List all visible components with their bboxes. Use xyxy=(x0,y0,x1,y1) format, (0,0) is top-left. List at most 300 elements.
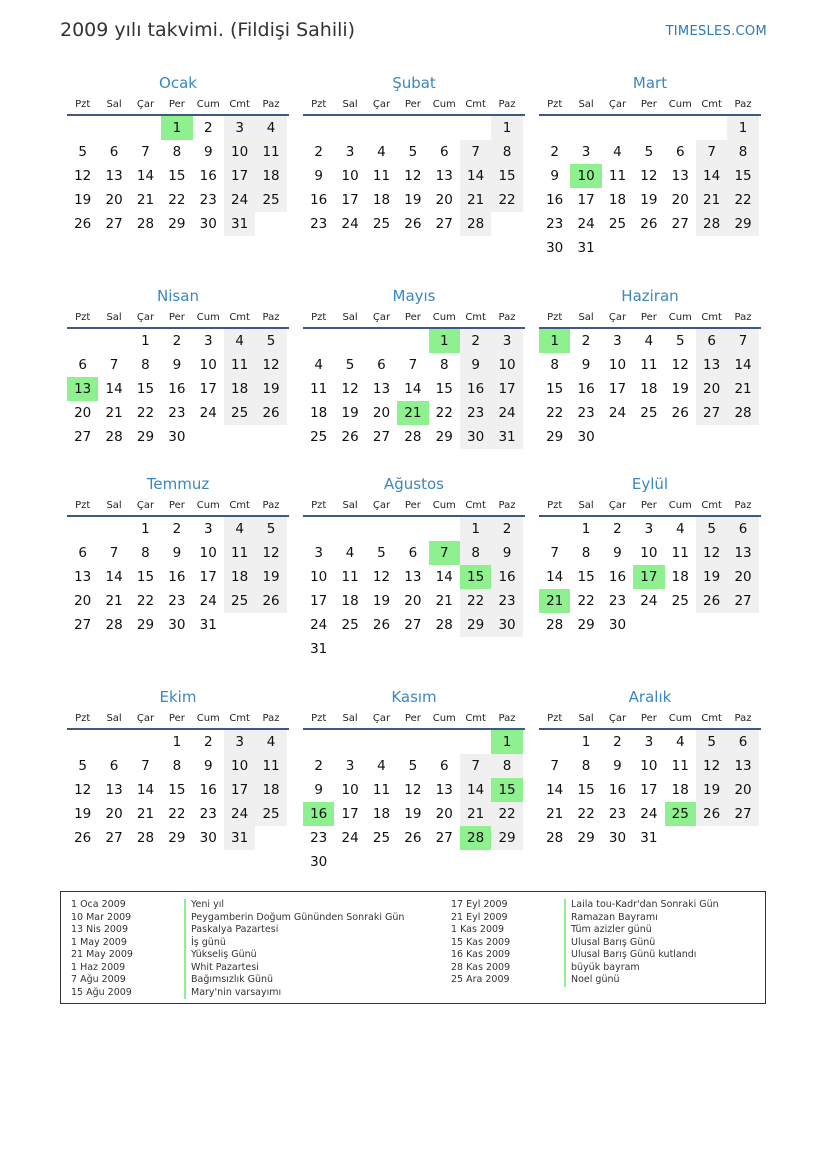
day-cell: 21 xyxy=(136,192,155,208)
empty-cell xyxy=(696,425,727,449)
day-cell: 24 xyxy=(199,405,217,421)
holiday-name: Yükseliş Günü xyxy=(184,949,257,962)
empty-cell xyxy=(665,116,696,140)
day-cell: 23 xyxy=(168,405,186,421)
day-cell: 17 xyxy=(577,192,595,208)
weekday-label: Cmt xyxy=(701,713,722,724)
day-cell: 12 xyxy=(372,569,391,585)
empty-cell xyxy=(98,116,129,140)
day-cell: 28 xyxy=(136,216,155,232)
day-cell: 9 xyxy=(203,758,213,774)
day-cell: 27 xyxy=(404,617,422,633)
day-cell: 12 xyxy=(640,168,658,184)
day-cell: 8 xyxy=(491,140,522,164)
empty-cell xyxy=(429,517,460,541)
empty-cell xyxy=(633,116,664,140)
weekday-label: Sal xyxy=(106,500,122,511)
day-cell: 28 xyxy=(404,429,422,445)
day-cell: 23 xyxy=(608,593,627,609)
weekday-label: Çar xyxy=(136,312,155,323)
day-cell: 22 xyxy=(168,806,186,822)
empty-cell xyxy=(255,826,286,850)
legend-row xyxy=(451,974,719,987)
legend-row xyxy=(71,899,404,912)
day-cell: 22 xyxy=(136,405,155,421)
day-grid xyxy=(303,730,525,874)
day-cell: 2 xyxy=(172,333,182,349)
day-cell: 7 xyxy=(429,541,460,565)
empty-cell xyxy=(98,517,129,541)
day-cell: 1 xyxy=(727,116,758,140)
day-cell: 28 xyxy=(727,401,758,425)
weekday-label: Per xyxy=(640,99,657,110)
day-cell: 15 xyxy=(727,164,758,188)
day-cell: 31 xyxy=(310,641,328,657)
empty-cell xyxy=(633,236,664,260)
day-cell: 16 xyxy=(168,569,186,585)
weekday-label: Çar xyxy=(372,99,391,110)
day-cell: 2 xyxy=(203,120,213,136)
day-cell: 14 xyxy=(105,569,123,585)
day-cell: 9 xyxy=(203,144,213,160)
day-cell: 6 xyxy=(408,545,418,561)
empty-cell xyxy=(193,425,224,449)
holiday-name: İş günü xyxy=(184,937,226,950)
day-cell: 26 xyxy=(404,216,422,232)
weekday-header xyxy=(303,708,525,730)
day-cell: 13 xyxy=(372,381,391,397)
day-cell: 13 xyxy=(727,754,758,778)
weekday-label: Paz xyxy=(262,713,280,724)
day-cell: 12 xyxy=(74,782,92,798)
day-cell: 12 xyxy=(404,782,422,798)
weekday-label: Sal xyxy=(342,312,358,323)
day-cell: 4 xyxy=(314,357,323,373)
day-cell: 19 xyxy=(671,381,689,397)
day-cell: 30 xyxy=(168,617,186,633)
month-1 xyxy=(67,72,289,236)
day-cell: 20 xyxy=(404,593,422,609)
empty-cell xyxy=(224,613,255,637)
day-cell: 8 xyxy=(550,357,559,373)
empty-cell xyxy=(366,329,397,353)
legend-column xyxy=(71,899,404,999)
weekday-label: Per xyxy=(168,713,185,724)
weekday-label: Per xyxy=(640,500,657,511)
month-5 xyxy=(303,285,525,449)
day-cell: 6 xyxy=(727,517,758,541)
day-cell: 13 xyxy=(404,569,422,585)
day-cell: 25 xyxy=(608,216,627,232)
day-cell: 6 xyxy=(675,144,685,160)
day-cell: 19 xyxy=(404,806,422,822)
empty-cell xyxy=(539,730,570,754)
day-cell: 25 xyxy=(224,589,255,613)
day-cell: 25 xyxy=(372,830,391,846)
brand-link[interactable]: TIMESLES.COM xyxy=(665,24,767,39)
day-cell: 23 xyxy=(546,216,564,232)
day-cell: 3 xyxy=(203,521,213,537)
day-cell: 18 xyxy=(640,381,658,397)
day-cell: 2 xyxy=(550,144,559,160)
day-cell: 6 xyxy=(439,758,449,774)
day-cell: 17 xyxy=(310,593,328,609)
empty-cell xyxy=(696,613,727,637)
day-cell: 30 xyxy=(491,613,522,637)
day-cell: 21 xyxy=(460,188,491,212)
day-cell: 24 xyxy=(640,806,658,822)
day-grid xyxy=(539,329,761,449)
day-cell: 23 xyxy=(491,589,522,613)
day-cell: 13 xyxy=(435,168,453,184)
weekday-label: Cum xyxy=(196,500,220,511)
day-cell: 14 xyxy=(105,381,123,397)
day-cell: 16 xyxy=(608,569,627,585)
legend-row xyxy=(71,937,404,950)
weekday-label: Pzt xyxy=(75,312,91,323)
weekday-label: Cmt xyxy=(465,99,486,110)
day-cell: 18 xyxy=(372,806,391,822)
day-cell: 20 xyxy=(74,593,92,609)
day-cell: 10 xyxy=(199,545,217,561)
weekday-label: Per xyxy=(168,312,185,323)
day-cell: 11 xyxy=(224,353,255,377)
day-cell: 18 xyxy=(341,593,359,609)
day-cell: 11 xyxy=(671,758,689,774)
weekday-label: Çar xyxy=(372,500,391,511)
weekday-label: Paz xyxy=(498,500,516,511)
weekday-label: Paz xyxy=(734,99,752,110)
day-cell: 6 xyxy=(696,329,727,353)
empty-cell xyxy=(429,730,460,754)
holiday-name: Whit Pazartesi xyxy=(184,962,259,975)
empty-cell xyxy=(366,517,397,541)
day-cell: 6 xyxy=(109,144,119,160)
empty-cell xyxy=(460,850,491,874)
day-cell: 7 xyxy=(141,144,150,160)
day-cell: 26 xyxy=(404,830,422,846)
weekday-label: Pzt xyxy=(311,713,327,724)
day-cell: 21 xyxy=(136,806,155,822)
empty-cell xyxy=(366,116,397,140)
day-cell: 22 xyxy=(491,802,522,826)
weekday-label: Sal xyxy=(342,500,358,511)
day-cell: 31 xyxy=(640,830,658,846)
holiday-date: 16 Kas 2009 xyxy=(451,949,511,960)
holiday-name: Ramazan Bayramı xyxy=(564,912,658,925)
day-cell: 1 xyxy=(429,329,460,353)
day-cell: 23 xyxy=(460,401,491,425)
weekday-label: Sal xyxy=(342,99,358,110)
day-cell: 3 xyxy=(644,521,654,537)
day-cell: 2 xyxy=(613,521,622,537)
day-cell: 29 xyxy=(460,613,491,637)
day-cell: 5 xyxy=(255,517,286,541)
day-cell: 30 xyxy=(577,429,595,445)
empty-cell xyxy=(633,613,664,637)
weekday-label: Cum xyxy=(668,713,692,724)
day-cell: 15 xyxy=(136,569,155,585)
weekday-label: Pzt xyxy=(547,99,563,110)
day-cell: 5 xyxy=(377,545,386,561)
day-cell: 27 xyxy=(671,216,689,232)
month-12 xyxy=(539,686,761,850)
day-cell: 29 xyxy=(136,617,155,633)
day-cell: 21 xyxy=(105,405,123,421)
weekday-label: Cmt xyxy=(465,312,486,323)
legend-row xyxy=(71,912,404,925)
day-cell: 24 xyxy=(491,401,522,425)
legend-row xyxy=(71,949,404,962)
weekday-label: Cum xyxy=(668,312,692,323)
weekday-label: Paz xyxy=(498,312,516,323)
weekday-header xyxy=(67,94,289,116)
day-cell: 22 xyxy=(491,188,522,212)
day-cell: 27 xyxy=(372,429,391,445)
day-cell: 30 xyxy=(168,429,186,445)
weekday-label: Çar xyxy=(608,500,627,511)
day-cell: 3 xyxy=(613,333,622,349)
day-cell: 16 xyxy=(199,782,217,798)
day-cell: 3 xyxy=(345,144,355,160)
day-cell: 15 xyxy=(491,164,522,188)
day-cell: 18 xyxy=(372,192,391,208)
empty-cell xyxy=(130,730,161,754)
empty-cell xyxy=(366,730,397,754)
legend-row xyxy=(451,962,719,975)
day-cell: 25 xyxy=(372,216,391,232)
empty-cell xyxy=(429,850,460,874)
empty-cell xyxy=(665,236,696,260)
day-cell: 17 xyxy=(224,164,255,188)
day-grid xyxy=(67,730,289,850)
day-cell: 21 xyxy=(727,377,758,401)
weekday-label: Sal xyxy=(578,500,594,511)
day-cell: 27 xyxy=(74,429,92,445)
day-cell: 21 xyxy=(539,589,570,613)
day-cell: 8 xyxy=(439,357,449,373)
empty-cell xyxy=(130,116,161,140)
weekday-label: Cmt xyxy=(465,713,486,724)
weekday-header xyxy=(67,307,289,329)
day-cell: 5 xyxy=(345,357,355,373)
day-cell: 3 xyxy=(224,116,255,140)
day-cell: 18 xyxy=(224,565,255,589)
empty-cell xyxy=(460,637,491,661)
month-name: Nisan xyxy=(157,287,199,305)
weekday-label: Pzt xyxy=(311,312,327,323)
month-10 xyxy=(67,686,289,850)
empty-cell xyxy=(255,425,286,449)
empty-cell xyxy=(67,730,98,754)
weekday-label: Cum xyxy=(196,312,220,323)
day-cell: 1 xyxy=(491,730,522,754)
day-cell: 24 xyxy=(577,216,595,232)
day-cell: 13 xyxy=(105,168,123,184)
day-cell: 22 xyxy=(460,589,491,613)
day-cell: 30 xyxy=(546,240,564,256)
day-cell: 15 xyxy=(491,778,522,802)
day-cell: 22 xyxy=(136,593,155,609)
weekday-label: Cum xyxy=(432,312,456,323)
day-cell: 4 xyxy=(377,144,386,160)
empty-cell xyxy=(67,517,98,541)
day-cell: 24 xyxy=(341,216,359,232)
day-cell: 11 xyxy=(372,168,391,184)
day-cell: 19 xyxy=(74,806,92,822)
day-cell: 23 xyxy=(168,593,186,609)
day-cell: 7 xyxy=(109,357,119,373)
day-cell: 4 xyxy=(224,329,255,353)
day-cell: 12 xyxy=(696,541,727,565)
empty-cell xyxy=(366,637,397,661)
day-cell: 1 xyxy=(141,521,150,537)
day-cell: 18 xyxy=(310,405,328,421)
day-cell: 16 xyxy=(546,192,564,208)
empty-cell xyxy=(255,613,286,637)
holiday-name: Ulusal Barış Günü kutlandı xyxy=(564,949,696,962)
month-name: Şubat xyxy=(392,74,436,92)
weekday-label: Cum xyxy=(432,500,456,511)
legend-row xyxy=(451,924,719,937)
weekday-header xyxy=(303,94,525,116)
day-cell: 30 xyxy=(310,854,328,870)
day-cell: 18 xyxy=(224,377,255,401)
empty-cell xyxy=(334,329,365,353)
weekday-label: Sal xyxy=(342,713,358,724)
legend-row xyxy=(451,937,719,950)
empty-cell xyxy=(696,236,727,260)
weekday-label: Cum xyxy=(196,99,220,110)
day-cell: 7 xyxy=(550,545,559,561)
day-cell: 7 xyxy=(727,329,758,353)
day-cell: 8 xyxy=(172,144,182,160)
day-cell: 1 xyxy=(141,333,150,349)
day-cell: 14 xyxy=(136,782,155,798)
day-cell: 2 xyxy=(613,734,622,750)
holiday-date: 21 May 2009 xyxy=(71,949,133,960)
holiday-date: 17 Eyl 2009 xyxy=(451,899,508,910)
day-cell: 9 xyxy=(491,541,522,565)
day-cell: 17 xyxy=(640,782,658,798)
day-cell: 27 xyxy=(74,617,92,633)
month-4 xyxy=(67,285,289,449)
day-cell: 13 xyxy=(67,377,98,401)
empty-cell xyxy=(539,116,570,140)
day-cell: 27 xyxy=(435,830,453,846)
day-grid xyxy=(303,517,525,661)
day-cell: 14 xyxy=(435,569,453,585)
day-cell: 3 xyxy=(314,545,323,561)
day-cell: 10 xyxy=(491,353,522,377)
day-cell: 5 xyxy=(255,329,286,353)
day-cell: 26 xyxy=(341,429,359,445)
day-cell: 19 xyxy=(640,192,658,208)
day-cell: 21 xyxy=(546,806,564,822)
day-cell: 27 xyxy=(105,830,123,846)
weekday-label: Cum xyxy=(196,713,220,724)
day-cell: 28 xyxy=(105,617,123,633)
day-cell: 29 xyxy=(577,830,595,846)
month-name: Temmuz xyxy=(146,475,210,493)
day-cell: 15 xyxy=(136,381,155,397)
empty-cell xyxy=(255,212,286,236)
holiday-legend xyxy=(60,891,766,1004)
weekday-label: Çar xyxy=(372,312,391,323)
weekday-label: Cum xyxy=(432,99,456,110)
empty-cell xyxy=(397,730,428,754)
weekday-header xyxy=(303,307,525,329)
day-cell: 17 xyxy=(491,377,522,401)
empty-cell xyxy=(334,116,365,140)
day-cell: 9 xyxy=(172,545,182,561)
weekday-label: Sal xyxy=(578,312,594,323)
empty-cell xyxy=(665,425,696,449)
day-cell: 20 xyxy=(727,778,758,802)
day-cell: 6 xyxy=(377,357,386,373)
day-cell: 19 xyxy=(696,778,727,802)
day-cell: 10 xyxy=(640,758,658,774)
day-cell: 26 xyxy=(696,802,727,826)
day-cell: 22 xyxy=(546,405,564,421)
day-cell: 26 xyxy=(74,830,92,846)
month-7 xyxy=(67,473,289,637)
day-cell: 19 xyxy=(696,565,727,589)
day-cell: 25 xyxy=(224,401,255,425)
day-cell: 16 xyxy=(491,565,522,589)
day-cell: 24 xyxy=(199,593,217,609)
month-name: Mayıs xyxy=(392,287,436,305)
day-cell: 8 xyxy=(141,545,150,561)
day-cell: 8 xyxy=(172,758,182,774)
day-cell: 21 xyxy=(435,593,453,609)
day-cell: 12 xyxy=(341,381,359,397)
weekday-header xyxy=(539,307,761,329)
day-cell: 30 xyxy=(608,830,627,846)
day-cell: 2 xyxy=(314,144,323,160)
empty-cell xyxy=(366,850,397,874)
legend-column xyxy=(451,899,719,987)
day-cell: 17 xyxy=(608,381,627,397)
day-cell: 2 xyxy=(203,734,213,750)
holiday-name: Paskalya Pazartesi xyxy=(184,924,278,937)
weekday-label: Cmt xyxy=(701,500,722,511)
empty-cell xyxy=(696,116,727,140)
day-cell: 23 xyxy=(199,192,217,208)
weekday-label: Pzt xyxy=(75,500,91,511)
day-cell: 13 xyxy=(671,168,689,184)
day-cell: 9 xyxy=(581,357,591,373)
day-cell: 17 xyxy=(224,778,255,802)
empty-cell xyxy=(602,116,633,140)
weekday-header xyxy=(539,708,761,730)
day-cell: 23 xyxy=(310,216,328,232)
day-cell: 25 xyxy=(671,593,689,609)
page-title: 2009 yılı takvimi. (Fildişi Sahili) xyxy=(60,19,356,41)
day-cell: 2 xyxy=(491,517,522,541)
day-cell: 20 xyxy=(435,192,453,208)
day-grid xyxy=(67,517,289,637)
day-cell: 31 xyxy=(491,425,522,449)
empty-cell xyxy=(303,517,334,541)
weekday-label: Pzt xyxy=(547,500,563,511)
day-cell: 28 xyxy=(546,617,564,633)
day-cell: 9 xyxy=(314,168,323,184)
day-cell: 5 xyxy=(78,144,87,160)
month-3 xyxy=(539,72,761,260)
day-cell: 16 xyxy=(577,381,595,397)
day-cell: 4 xyxy=(644,333,654,349)
